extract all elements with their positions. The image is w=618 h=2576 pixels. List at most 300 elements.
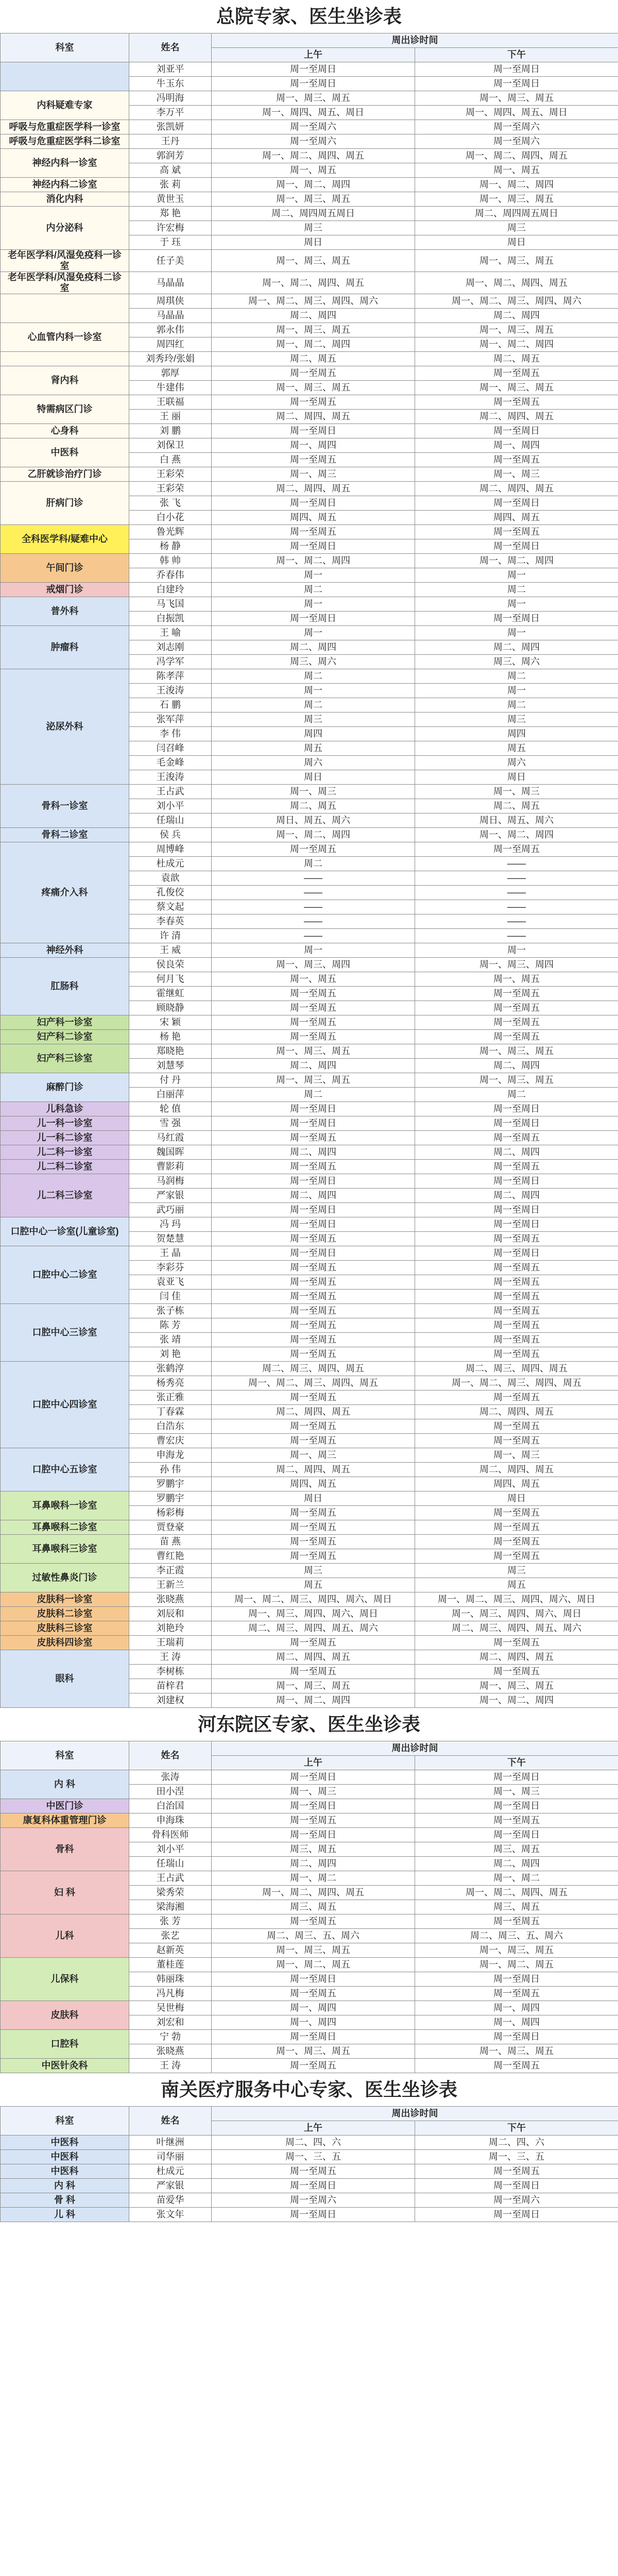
doctor-name: 孔俊佼	[129, 886, 212, 900]
morning-schedule: 周一、周三、周五	[212, 250, 415, 272]
doctor-name: 杨秀亮	[129, 1376, 212, 1391]
section-title: 总院专家、医生坐诊表	[216, 6, 402, 27]
doctor-name: 蔡文起	[129, 900, 212, 914]
afternoon-schedule: 周五	[415, 1578, 618, 1592]
doctor-name: 刘 鹏	[129, 424, 212, 438]
morning-schedule: 周一、周三、周五	[212, 381, 415, 395]
afternoon-schedule: 周一至周五	[415, 1232, 618, 1246]
morning-schedule: 周二	[212, 669, 415, 684]
afternoon-schedule: 周一、周三、周四、周六、周日	[415, 1607, 618, 1621]
doctor-name: 刘小平	[129, 799, 212, 814]
table-row	[1, 583, 618, 597]
morning-schedule: 周一、周四、周五、周日	[212, 106, 415, 120]
morning-schedule: 周二、周四	[212, 1189, 415, 1203]
schedule-table	[0, 2106, 618, 2222]
morning-schedule: 周四、周五	[212, 511, 415, 525]
morning-schedule: 周一至周五	[212, 1665, 415, 1679]
afternoon-schedule: 周一	[415, 597, 618, 612]
morning-schedule: 周一至周五	[212, 842, 415, 857]
doctor-name: 王 丽	[129, 410, 212, 424]
morning-schedule: 周一、周二、周四	[212, 828, 415, 842]
doctor-name: 鲁光辉	[129, 525, 212, 539]
afternoon-schedule: 周一至周五	[415, 1636, 618, 1650]
morning-schedule: 周一至周五	[212, 1131, 415, 1145]
table-row	[1, 207, 618, 221]
doctor-name: 侯 兵	[129, 828, 212, 842]
morning-schedule: 周日、周五、周六	[212, 814, 415, 828]
afternoon-schedule: 周一、周二、周四、周五	[415, 1886, 618, 1900]
doctor-name: 毛金峰	[129, 756, 212, 770]
afternoon-schedule: 周二、周三、五、周六	[415, 1929, 618, 1943]
table-row	[1, 366, 618, 381]
afternoon-schedule: 周一、周三、周五	[415, 1073, 618, 1088]
header-am: 上午	[212, 1756, 415, 1770]
doctor-name: 王占武	[129, 785, 212, 799]
afternoon-schedule: ——	[415, 900, 618, 914]
table-row	[1, 1015, 618, 1030]
table-row	[1, 1145, 618, 1160]
header-pm: 下午	[415, 1756, 618, 1770]
dept-cell: 内 科	[1, 2179, 129, 2193]
morning-schedule: 周一	[212, 568, 415, 583]
doctor-name: 王瑞莉	[129, 1636, 212, 1650]
doctor-name: 付 丹	[129, 1073, 212, 1088]
afternoon-schedule: 周一、周三、周五	[415, 1044, 618, 1059]
afternoon-schedule: 周二	[415, 583, 618, 597]
morning-schedule: 周一、周二、周四、周五	[212, 1886, 415, 1900]
dept-cell: 口腔中心四诊室	[1, 1362, 129, 1448]
table-row	[1, 272, 618, 294]
doctor-name: 何月飞	[129, 972, 212, 987]
afternoon-schedule: 周一至周五	[415, 1304, 618, 1318]
afternoon-schedule: 周四、周五	[415, 1477, 618, 1492]
afternoon-schedule: 周一至周日	[415, 1217, 618, 1232]
afternoon-schedule: 周一、周二、周四	[415, 554, 618, 568]
doctor-name: 刘建权	[129, 1693, 212, 1708]
morning-schedule: 周二、周四、周五	[212, 1463, 415, 1477]
dept-cell: 皮肤科	[1, 2001, 129, 2030]
afternoon-schedule: 周二、周四	[415, 1145, 618, 1160]
afternoon-schedule: 周一至周日	[415, 1770, 618, 1785]
afternoon-schedule: 周一至周五	[415, 1914, 618, 1929]
doctor-name: 梁海湘	[129, 1900, 212, 1914]
afternoon-schedule: 周一、周三、周五	[415, 1943, 618, 1958]
morning-schedule: 周二、周四	[212, 1857, 415, 1871]
doctor-name: 闫 佳	[129, 1290, 212, 1304]
table-row	[1, 2164, 618, 2179]
morning-schedule: 周一、周三、周五	[212, 1943, 415, 1958]
afternoon-schedule: 周一、周三、周五	[415, 250, 618, 272]
morning-schedule: 周一至周五	[212, 1232, 415, 1246]
header-name: 姓名	[129, 1741, 212, 1770]
dept-cell	[1, 294, 129, 323]
morning-schedule: 周一	[212, 684, 415, 698]
afternoon-schedule: 周一、周三	[415, 467, 618, 482]
table-row	[1, 1448, 618, 1463]
doctor-name: 马飞国	[129, 597, 212, 612]
morning-schedule: 周一至周五	[212, 1318, 415, 1333]
morning-schedule: 周一、周五	[212, 163, 415, 178]
afternoon-schedule: 周一至周五	[415, 1275, 618, 1290]
morning-schedule: 周一、周三、周五	[212, 1679, 415, 1693]
morning-schedule: 周一、周二、周三、周四、周五	[212, 1376, 415, 1391]
doctor-name: 雪 强	[129, 1116, 212, 1131]
doctor-name: 王占武	[129, 1871, 212, 1886]
morning-schedule: 周一至周日	[212, 1217, 415, 1232]
doctor-name: 张 飞	[129, 496, 212, 511]
dept-cell: 口腔中心二诊室	[1, 1246, 129, 1304]
doctor-name: 周四红	[129, 337, 212, 352]
table-row	[1, 1799, 618, 1814]
afternoon-schedule: 周日、周五、周六	[415, 814, 618, 828]
afternoon-schedule: ——	[415, 871, 618, 886]
table-row	[1, 2030, 618, 2044]
morning-schedule: 周一、周三、周五	[212, 323, 415, 337]
afternoon-schedule: 周二、周四	[415, 1857, 618, 1871]
schedule-table	[0, 33, 618, 1708]
afternoon-schedule: 周日	[415, 235, 618, 250]
schedule-table	[0, 1741, 618, 2073]
afternoon-schedule: 周二、周四周五周日	[415, 207, 618, 221]
morning-schedule: 周一至周六	[212, 2193, 415, 2208]
doctor-name: 白小花	[129, 511, 212, 525]
afternoon-schedule: 周二	[415, 698, 618, 713]
doctor-name: 张军萍	[129, 713, 212, 727]
morning-schedule: 周一至周日	[212, 77, 415, 91]
doctor-name: 周博峰	[129, 842, 212, 857]
morning-schedule: ——	[212, 886, 415, 900]
dept-cell: 内 科	[1, 1770, 129, 1799]
dept-cell: 口腔中心五诊室	[1, 1448, 129, 1492]
morning-schedule: 周日	[212, 770, 415, 785]
morning-schedule: 周一至周日	[212, 496, 415, 511]
morning-schedule: 周二	[212, 698, 415, 713]
doctor-name: 马晶晶	[129, 309, 212, 323]
afternoon-schedule: ——	[415, 929, 618, 943]
table-row	[1, 1621, 618, 1636]
morning-schedule: 周三、周五	[212, 1842, 415, 1857]
morning-schedule: 周二	[212, 1088, 415, 1102]
morning-schedule: 周一至周五	[212, 1001, 415, 1015]
morning-schedule: 周一、周四	[212, 438, 415, 453]
doctor-name: 宋 颖	[129, 1015, 212, 1030]
doctor-name: 白振凯	[129, 612, 212, 626]
morning-schedule: 周一、周二、周四	[212, 337, 415, 352]
header-pm: 下午	[415, 2121, 618, 2136]
table-row	[1, 2179, 618, 2193]
morning-schedule: 周一至周日	[212, 2179, 415, 2193]
morning-schedule: 周一至周日	[212, 1203, 415, 1217]
dept-cell: 普外科	[1, 597, 129, 626]
afternoon-schedule: 周二、周四、周五	[415, 1463, 618, 1477]
table-row	[1, 424, 618, 438]
header-name: 姓名	[129, 33, 212, 62]
afternoon-schedule: 周二、周四	[415, 1059, 618, 1073]
header-am: 上午	[212, 48, 415, 62]
doctor-name: 任瑞山	[129, 814, 212, 828]
doctor-name: 郭润芳	[129, 149, 212, 163]
doctor-name: 白浩东	[129, 1419, 212, 1434]
table-row	[1, 1914, 618, 1929]
table-row	[1, 1217, 618, 1232]
afternoon-schedule: 周一、周二、周三、周四、周六	[415, 294, 618, 309]
morning-schedule: 周二、周四周五周日	[212, 207, 415, 221]
afternoon-schedule: 周二、周三、周四、周五	[415, 1362, 618, 1376]
afternoon-schedule: 周日	[415, 770, 618, 785]
dept-cell: 特需病区门诊	[1, 395, 129, 424]
afternoon-schedule: 周一至周日	[415, 612, 618, 626]
table-row	[1, 1492, 618, 1506]
afternoon-schedule: 周一至周五	[415, 1814, 618, 1828]
dept-cell: 皮肤科二诊室	[1, 1607, 129, 1621]
doctor-name: 赵新英	[129, 1943, 212, 1958]
dept-cell: 全科医学科/疑难中心	[1, 525, 129, 554]
morning-schedule: 周一、周三、周五	[212, 1073, 415, 1088]
doctor-name: 吴世梅	[129, 2001, 212, 2015]
afternoon-schedule: 周一至周五	[415, 1261, 618, 1275]
afternoon-schedule: 周一至周五	[415, 1290, 618, 1304]
header-row	[1, 33, 618, 48]
afternoon-schedule: 周一至周五	[415, 1665, 618, 1679]
afternoon-schedule: 周二、周四	[415, 1189, 618, 1203]
dept-cell: 心身科	[1, 424, 129, 438]
doctor-name: 张鹤淳	[129, 1362, 212, 1376]
afternoon-schedule: 周一至周五	[415, 1347, 618, 1362]
morning-schedule: 周二、周三、周四、周五	[212, 1362, 415, 1376]
dept-cell: 午间门诊	[1, 554, 129, 583]
dept-cell: 骨科一诊室	[1, 785, 129, 828]
morning-schedule: 周三、周六	[212, 655, 415, 669]
dept-cell: 儿二科二诊室	[1, 1160, 129, 1174]
table-row	[1, 626, 618, 640]
afternoon-schedule: 周一至周日	[415, 1972, 618, 1987]
table-row	[1, 134, 618, 149]
dept-cell: 中医针灸科	[1, 2059, 129, 2073]
dept-cell: 皮肤科一诊室	[1, 1592, 129, 1607]
table-row	[1, 525, 618, 539]
doctor-name: 王 威	[129, 943, 212, 958]
dept-cell: 过敏性鼻炎门诊	[1, 1564, 129, 1592]
dept-cell: 皮肤科三诊室	[1, 1621, 129, 1636]
morning-schedule: 周三、周五	[212, 1900, 415, 1914]
dept-cell: 中医科	[1, 438, 129, 467]
morning-schedule: 周六	[212, 756, 415, 770]
afternoon-schedule: 周二、周四、周五	[415, 410, 618, 424]
morning-schedule: 周一至周五	[212, 1814, 415, 1828]
doctor-name: 刘亚平	[129, 62, 212, 77]
afternoon-schedule: 周二、周四	[415, 640, 618, 655]
table-row	[1, 958, 618, 972]
dept-cell: 妇 科	[1, 1871, 129, 1914]
morning-schedule: 周一、周四	[212, 2001, 415, 2015]
afternoon-schedule: 周一、周二、周四	[415, 337, 618, 352]
doctor-name: 杨 艳	[129, 1030, 212, 1044]
morning-schedule: 周二	[212, 583, 415, 597]
doctor-name: 陈孝萍	[129, 669, 212, 684]
afternoon-schedule: 周一、周五	[415, 972, 618, 987]
doctor-name: 王 涛	[129, 1650, 212, 1665]
doctor-name: 王彩荣	[129, 482, 212, 496]
doctor-name: 许宏梅	[129, 221, 212, 235]
table-row	[1, 1304, 618, 1318]
afternoon-schedule: 周一、周二、周三、周四、周六、周日	[415, 1592, 618, 1607]
afternoon-schedule: 周一、周四	[415, 438, 618, 453]
morning-schedule: 周五	[212, 741, 415, 756]
afternoon-schedule: 周三	[415, 713, 618, 727]
morning-schedule: 周一至周日	[212, 1102, 415, 1116]
morning-schedule: 周一至周五	[212, 1914, 415, 1929]
dept-cell: 儿科急诊	[1, 1102, 129, 1116]
dept-cell: 儿保科	[1, 1958, 129, 2001]
table-row	[1, 323, 618, 337]
dept-cell: 儿科	[1, 1914, 129, 1958]
dept-cell: 妇产科一诊室	[1, 1015, 129, 1030]
morning-schedule: 周一、三、五	[212, 2150, 415, 2164]
doctor-name: 叶继洲	[129, 2136, 212, 2150]
doctor-name: 白丽萍	[129, 1088, 212, 1102]
afternoon-schedule: 周二、周三、周四、周五、周六	[415, 1621, 618, 1636]
dept-cell: 呼吸与危重症医学科一诊室	[1, 120, 129, 134]
header-dept: 科室	[1, 1741, 129, 1770]
header-period: 周出诊时间	[212, 1741, 618, 1756]
dept-cell: 中医科	[1, 2136, 129, 2150]
morning-schedule: 周一、周三、周五	[212, 91, 415, 106]
afternoon-schedule: 周一、周五	[415, 163, 618, 178]
doctor-name: 袁歆	[129, 871, 212, 886]
doctor-name: 张晓燕	[129, 1592, 212, 1607]
morning-schedule: 周一、周三、周四、周六、周日	[212, 1607, 415, 1621]
doctor-name: 李正霞	[129, 1564, 212, 1578]
morning-schedule: 周一至周日	[212, 1116, 415, 1131]
afternoon-schedule: 周五	[415, 741, 618, 756]
afternoon-schedule: 周一至周五	[415, 453, 618, 467]
morning-schedule: ——	[212, 929, 415, 943]
afternoon-schedule: 周一至周日	[415, 62, 618, 77]
table-row	[1, 482, 618, 496]
table-row	[1, 1607, 618, 1621]
doctor-name: 李 伟	[129, 727, 212, 741]
dept-cell: 中医科	[1, 2164, 129, 2179]
table-row	[1, 2193, 618, 2208]
doctor-name: 刘保卫	[129, 438, 212, 453]
afternoon-schedule: 周一至周日	[415, 1203, 618, 1217]
morning-schedule: 周一、周三、周四	[212, 958, 415, 972]
afternoon-schedule: 周一至周六	[415, 134, 618, 149]
morning-schedule: ——	[212, 900, 415, 914]
doctor-name: 侯良荣	[129, 958, 212, 972]
doctor-name: 冯明海	[129, 91, 212, 106]
morning-schedule: 周一、周二、周三、周四、周六	[212, 294, 415, 309]
afternoon-schedule: 周一至周五	[415, 1160, 618, 1174]
morning-schedule: 周一、周三、周五	[212, 192, 415, 207]
table-row	[1, 1650, 618, 1665]
afternoon-schedule: 周一至周日	[415, 2179, 618, 2193]
morning-schedule: 周一至周五	[212, 395, 415, 410]
afternoon-schedule: 周一至周五	[415, 1535, 618, 1549]
morning-schedule: 周一至周五	[212, 1987, 415, 2001]
afternoon-schedule: 周一、周三、周五	[415, 323, 618, 337]
doctor-name: 申海珠	[129, 1814, 212, 1828]
afternoon-schedule: 周一至周五	[415, 1391, 618, 1405]
morning-schedule: 周一、周三、周五	[212, 2044, 415, 2059]
morning-schedule: 周一至周五	[212, 1261, 415, 1275]
morning-schedule: 周一	[212, 943, 415, 958]
afternoon-schedule: 周一至周日	[415, 2208, 618, 2222]
afternoon-schedule: 周一至周五	[415, 2059, 618, 2073]
afternoon-schedule: 周一、周三	[415, 1785, 618, 1799]
doctor-name: 孙 伟	[129, 1463, 212, 1477]
table-row	[1, 1131, 618, 1145]
morning-schedule: 周一、周三	[212, 467, 415, 482]
afternoon-schedule: 周一	[415, 626, 618, 640]
dept-cell: 耳鼻喉科二诊室	[1, 1520, 129, 1535]
afternoon-schedule: 周一、周二、周四、周五	[415, 149, 618, 163]
doctor-name: 曹影莉	[129, 1160, 212, 1174]
morning-schedule: 周一至周日	[212, 1770, 415, 1785]
morning-schedule: 周一至周五	[212, 1391, 415, 1405]
table-row	[1, 1160, 618, 1174]
afternoon-schedule: 周一至周五	[415, 1520, 618, 1535]
header-dept: 科室	[1, 2107, 129, 2136]
doctor-name: 王浚涛	[129, 770, 212, 785]
afternoon-schedule: 周一、周四	[415, 2001, 618, 2015]
morning-schedule: 周一、周五	[212, 972, 415, 987]
afternoon-schedule: 周一、周四、周五、周日	[415, 106, 618, 120]
table-row	[1, 1535, 618, 1549]
dept-cell	[1, 352, 129, 366]
dept-cell: 神经外科	[1, 943, 129, 958]
morning-schedule: 周二、四、六	[212, 2136, 415, 2150]
afternoon-schedule: 周二	[415, 1088, 618, 1102]
table-row	[1, 1871, 618, 1886]
afternoon-schedule: 周二、周四、周五	[415, 1405, 618, 1419]
dept-cell: 中医门诊	[1, 1799, 129, 1814]
doctor-name: 任瑞山	[129, 1857, 212, 1871]
table-row	[1, 149, 618, 163]
afternoon-schedule: 周一至周五	[415, 1419, 618, 1434]
doctor-name: 李彩芬	[129, 1261, 212, 1275]
afternoon-schedule: 周二	[415, 669, 618, 684]
morning-schedule: 周一至周五	[212, 1549, 415, 1564]
section-title: 南关医疗服务中心专家、医生坐诊表	[160, 2079, 457, 2100]
morning-schedule: 周一至周五	[212, 1015, 415, 1030]
doctor-name: 李万平	[129, 106, 212, 120]
afternoon-schedule: 周四、周五	[415, 511, 618, 525]
doctor-name: 白 燕	[129, 453, 212, 467]
afternoon-schedule: 周一至周五	[415, 1131, 618, 1145]
doctor-name: 顾晓静	[129, 1001, 212, 1015]
dept-cell: 儿 科	[1, 2208, 129, 2222]
afternoon-schedule: 周一至周五	[415, 2164, 618, 2179]
morning-schedule: 周一至周五	[212, 1636, 415, 1650]
doctor-name: 宁 勃	[129, 2030, 212, 2044]
table-row	[1, 294, 618, 309]
table-row	[1, 192, 618, 207]
afternoon-schedule: 周一、周三、周五	[415, 2044, 618, 2059]
morning-schedule: 周一至周日	[212, 612, 415, 626]
afternoon-schedule: 周一至周六	[415, 120, 618, 134]
doctor-name: 刘宏和	[129, 2015, 212, 2030]
afternoon-schedule: 周一至周日	[415, 1116, 618, 1131]
table-row	[1, 785, 618, 799]
table-row	[1, 1770, 618, 1785]
doctor-name: 黄世玉	[129, 192, 212, 207]
morning-schedule: 周四	[212, 727, 415, 741]
morning-schedule: 周一、周三、周五	[212, 1044, 415, 1059]
afternoon-schedule: 周二、周四、周五	[415, 1650, 618, 1665]
morning-schedule: 周二、周四	[212, 309, 415, 323]
doctor-name: 杨彩梅	[129, 1506, 212, 1520]
